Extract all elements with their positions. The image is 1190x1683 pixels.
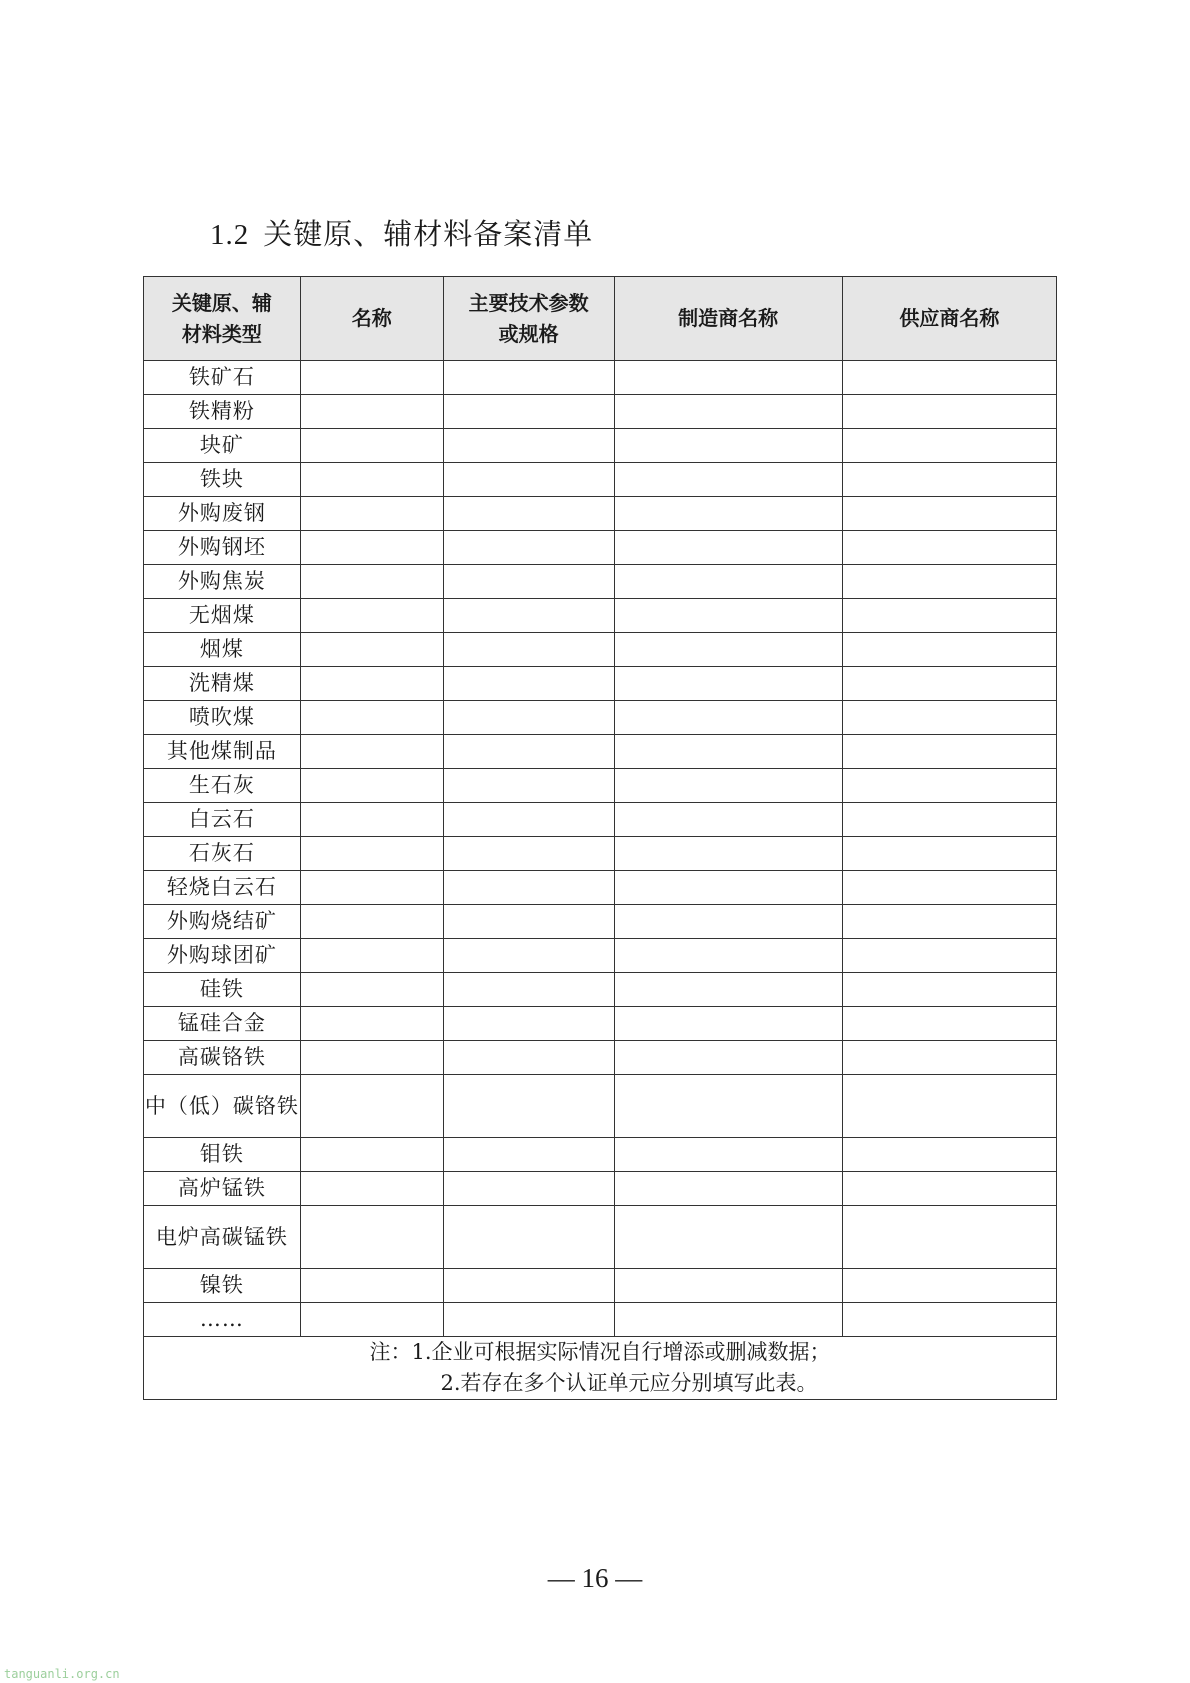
supplier-cell[interactable] bbox=[842, 769, 1056, 803]
spec-cell[interactable] bbox=[443, 803, 614, 837]
note-line-2: 2.若存在多个认证单元应分别填写此表。 bbox=[440, 1371, 818, 1395]
name-cell[interactable] bbox=[300, 429, 443, 463]
spec-cell[interactable] bbox=[443, 395, 614, 429]
table-row bbox=[144, 1303, 1057, 1337]
supplier-cell[interactable] bbox=[842, 565, 1056, 599]
name-cell[interactable] bbox=[300, 803, 443, 837]
name-cell[interactable] bbox=[300, 633, 443, 667]
supplier-cell[interactable] bbox=[842, 1138, 1056, 1172]
table-body bbox=[144, 361, 1057, 1337]
section-number: 1.2 bbox=[210, 219, 250, 251]
material-type-cell: 高碳铬铁 bbox=[144, 1041, 301, 1075]
name-cell[interactable] bbox=[300, 599, 443, 633]
name-cell[interactable] bbox=[300, 701, 443, 735]
supplier-cell[interactable] bbox=[842, 1041, 1056, 1075]
manufacturer-cell[interactable] bbox=[614, 1075, 842, 1138]
table-row bbox=[144, 1138, 1057, 1172]
supplier-cell[interactable] bbox=[842, 395, 1056, 429]
supplier-cell[interactable] bbox=[842, 803, 1056, 837]
spec-cell[interactable] bbox=[443, 1303, 614, 1337]
spec-cell[interactable] bbox=[443, 361, 614, 395]
manufacturer-cell[interactable] bbox=[614, 497, 842, 531]
table-row bbox=[144, 429, 1057, 463]
material-type-cell: 块矿 bbox=[144, 429, 301, 463]
supplier-cell[interactable] bbox=[842, 701, 1056, 735]
page-number: — 16 — bbox=[547, 1563, 643, 1593]
header-spec: 主要技术参数 或规格 bbox=[443, 277, 614, 361]
material-type-cell: 烟煤 bbox=[144, 633, 301, 667]
material-type-cell: 钼铁 bbox=[144, 1138, 301, 1172]
table-row bbox=[144, 565, 1057, 599]
name-cell[interactable] bbox=[300, 1138, 443, 1172]
name-cell[interactable] bbox=[300, 463, 443, 497]
table-row bbox=[144, 769, 1057, 803]
table-row bbox=[144, 497, 1057, 531]
material-type-cell: 中（低）碳铬铁 bbox=[144, 1075, 301, 1138]
supplier-cell[interactable] bbox=[842, 531, 1056, 565]
name-cell[interactable] bbox=[300, 395, 443, 429]
section-title: 关键原、辅材料备案清单 bbox=[263, 217, 594, 251]
material-type-cell: 喷吹煤 bbox=[144, 701, 301, 735]
name-cell[interactable] bbox=[300, 973, 443, 1007]
manufacturer-cell[interactable] bbox=[614, 1206, 842, 1269]
manufacturer-cell[interactable] bbox=[614, 1041, 842, 1075]
spec-cell[interactable] bbox=[443, 667, 614, 701]
material-type-cell: 石灰石 bbox=[144, 837, 301, 871]
header-manufacturer: 制造商名称 bbox=[614, 277, 842, 361]
supplier-cell[interactable] bbox=[842, 1075, 1056, 1138]
material-type-cell: 无烟煤 bbox=[144, 599, 301, 633]
material-type-cell: 外购烧结矿 bbox=[144, 905, 301, 939]
name-cell[interactable] bbox=[300, 871, 443, 905]
manufacturer-cell[interactable] bbox=[614, 701, 842, 735]
material-type-cell: 铁精粉 bbox=[144, 395, 301, 429]
name-cell[interactable] bbox=[300, 1075, 443, 1138]
material-type-cell: 外购废钢 bbox=[144, 497, 301, 531]
supplier-cell[interactable] bbox=[842, 463, 1056, 497]
name-cell[interactable] bbox=[300, 565, 443, 599]
name-cell[interactable] bbox=[300, 905, 443, 939]
supplier-cell[interactable] bbox=[842, 599, 1056, 633]
supplier-cell[interactable] bbox=[842, 633, 1056, 667]
table-row bbox=[144, 1206, 1057, 1269]
supplier-cell[interactable] bbox=[842, 973, 1056, 1007]
spec-cell[interactable] bbox=[443, 463, 614, 497]
name-cell[interactable] bbox=[300, 1269, 443, 1303]
spec-cell[interactable] bbox=[443, 837, 614, 871]
material-type-cell: 高炉锰铁 bbox=[144, 1172, 301, 1206]
material-type-cell: 白云石 bbox=[144, 803, 301, 837]
name-cell[interactable] bbox=[300, 1206, 443, 1269]
spec-cell[interactable] bbox=[443, 1007, 614, 1041]
material-type-cell: 洗精煤 bbox=[144, 667, 301, 701]
table-row bbox=[144, 361, 1057, 395]
name-cell[interactable] bbox=[300, 1303, 443, 1337]
table-row bbox=[144, 1172, 1057, 1206]
manufacturer-cell[interactable] bbox=[614, 1303, 842, 1337]
spec-cell[interactable] bbox=[443, 939, 614, 973]
spec-cell[interactable] bbox=[443, 599, 614, 633]
manufacturer-cell[interactable] bbox=[614, 905, 842, 939]
material-type-cell: 铁矿石 bbox=[144, 361, 301, 395]
manufacturer-cell[interactable] bbox=[614, 361, 842, 395]
header-name: 名称 bbox=[300, 277, 443, 361]
material-type-cell: 锰硅合金 bbox=[144, 1007, 301, 1041]
supplier-cell[interactable] bbox=[842, 837, 1056, 871]
table-row bbox=[144, 463, 1057, 497]
name-cell[interactable] bbox=[300, 531, 443, 565]
materials-table bbox=[143, 276, 1057, 1400]
material-type-cell: 电炉高碳锰铁 bbox=[144, 1206, 301, 1269]
material-type-cell: 轻烧白云石 bbox=[144, 871, 301, 905]
name-cell[interactable] bbox=[300, 1041, 443, 1075]
supplier-cell[interactable] bbox=[842, 1303, 1056, 1337]
supplier-cell[interactable] bbox=[842, 871, 1056, 905]
supplier-cell[interactable] bbox=[842, 1269, 1056, 1303]
supplier-cell[interactable] bbox=[842, 1007, 1056, 1041]
spec-cell[interactable] bbox=[443, 769, 614, 803]
material-type-cell: 硅铁 bbox=[144, 973, 301, 1007]
spec-cell[interactable] bbox=[443, 497, 614, 531]
section-heading bbox=[210, 212, 593, 253]
supplier-cell[interactable] bbox=[842, 939, 1056, 973]
material-type-cell: 外购球团矿 bbox=[144, 939, 301, 973]
manufacturer-cell[interactable] bbox=[614, 633, 842, 667]
spec-cell[interactable] bbox=[443, 565, 614, 599]
table-row bbox=[144, 1041, 1057, 1075]
supplier-cell[interactable] bbox=[842, 361, 1056, 395]
spec-cell[interactable] bbox=[443, 1041, 614, 1075]
header-material-type: 关键原、辅 材料类型 bbox=[144, 277, 301, 361]
spec-cell[interactable] bbox=[443, 531, 614, 565]
table-row bbox=[144, 871, 1057, 905]
spec-cell[interactable] bbox=[443, 1075, 614, 1138]
manufacturer-cell[interactable] bbox=[614, 803, 842, 837]
spec-cell[interactable] bbox=[443, 1138, 614, 1172]
manufacturer-cell[interactable] bbox=[614, 599, 842, 633]
name-cell[interactable] bbox=[300, 497, 443, 531]
manufacturer-cell[interactable] bbox=[614, 429, 842, 463]
table-row bbox=[144, 735, 1057, 769]
manufacturer-cell[interactable] bbox=[614, 463, 842, 497]
supplier-cell[interactable] bbox=[842, 735, 1056, 769]
name-cell[interactable] bbox=[300, 769, 443, 803]
name-cell[interactable] bbox=[300, 1007, 443, 1041]
supplier-cell[interactable] bbox=[842, 905, 1056, 939]
table-row bbox=[144, 837, 1057, 871]
table-row bbox=[144, 599, 1057, 633]
table-row bbox=[144, 395, 1057, 429]
spec-cell[interactable] bbox=[443, 1269, 614, 1303]
table-row bbox=[144, 939, 1057, 973]
table-row bbox=[144, 973, 1057, 1007]
manufacturer-cell[interactable] bbox=[614, 735, 842, 769]
note-line-1: 1.企业可根据实际情况自行增添或删减数据； bbox=[411, 1340, 831, 1364]
watermark: tanguanli.org.cn bbox=[4, 1667, 120, 1681]
spec-cell[interactable] bbox=[443, 1172, 614, 1206]
manufacturer-cell[interactable] bbox=[614, 871, 842, 905]
table-row bbox=[144, 701, 1057, 735]
spec-cell[interactable] bbox=[443, 701, 614, 735]
table-row bbox=[144, 1007, 1057, 1041]
manufacturer-cell[interactable] bbox=[614, 1138, 842, 1172]
name-cell[interactable] bbox=[300, 361, 443, 395]
material-type-cell: 外购焦炭 bbox=[144, 565, 301, 599]
supplier-cell[interactable] bbox=[842, 497, 1056, 531]
table-row bbox=[144, 803, 1057, 837]
supplier-cell[interactable] bbox=[842, 1206, 1056, 1269]
table-row bbox=[144, 633, 1057, 667]
note-prefix: 注： bbox=[369, 1340, 412, 1364]
spec-cell[interactable] bbox=[443, 429, 614, 463]
spec-cell[interactable] bbox=[443, 871, 614, 905]
material-type-cell: 外购钢坯 bbox=[144, 531, 301, 565]
spec-cell[interactable] bbox=[443, 905, 614, 939]
note-cell bbox=[144, 1337, 1057, 1400]
material-type-cell: 镍铁 bbox=[144, 1269, 301, 1303]
name-cell[interactable] bbox=[300, 837, 443, 871]
manufacturer-cell[interactable] bbox=[614, 939, 842, 973]
spec-cell[interactable] bbox=[443, 735, 614, 769]
manufacturer-cell[interactable] bbox=[614, 667, 842, 701]
spec-cell[interactable] bbox=[443, 1206, 614, 1269]
material-type-cell: 其他煤制品 bbox=[144, 735, 301, 769]
supplier-cell[interactable] bbox=[842, 429, 1056, 463]
material-type-cell: 铁块 bbox=[144, 463, 301, 497]
manufacturer-cell[interactable] bbox=[614, 837, 842, 871]
table-row bbox=[144, 1269, 1057, 1303]
manufacturer-cell[interactable] bbox=[614, 1007, 842, 1041]
name-cell[interactable] bbox=[300, 735, 443, 769]
manufacturer-cell[interactable] bbox=[614, 769, 842, 803]
table-row bbox=[144, 1075, 1057, 1138]
supplier-cell[interactable] bbox=[842, 1172, 1056, 1206]
table-header-row bbox=[144, 277, 1057, 361]
note-row bbox=[144, 1337, 1057, 1400]
manufacturer-cell[interactable] bbox=[614, 531, 842, 565]
header-supplier: 供应商名称 bbox=[842, 277, 1056, 361]
manufacturer-cell[interactable] bbox=[614, 1269, 842, 1303]
table-row bbox=[144, 531, 1057, 565]
table-row bbox=[144, 667, 1057, 701]
manufacturer-cell[interactable] bbox=[614, 973, 842, 1007]
manufacturer-cell[interactable] bbox=[614, 395, 842, 429]
name-cell[interactable] bbox=[300, 1172, 443, 1206]
supplier-cell[interactable] bbox=[842, 667, 1056, 701]
manufacturer-cell[interactable] bbox=[614, 1172, 842, 1206]
spec-cell[interactable] bbox=[443, 973, 614, 1007]
name-cell[interactable] bbox=[300, 939, 443, 973]
material-type-cell: 生石灰 bbox=[144, 769, 301, 803]
manufacturer-cell[interactable] bbox=[614, 565, 842, 599]
name-cell[interactable] bbox=[300, 667, 443, 701]
spec-cell[interactable] bbox=[443, 633, 614, 667]
table-row bbox=[144, 905, 1057, 939]
material-type-cell: …… bbox=[144, 1303, 301, 1337]
